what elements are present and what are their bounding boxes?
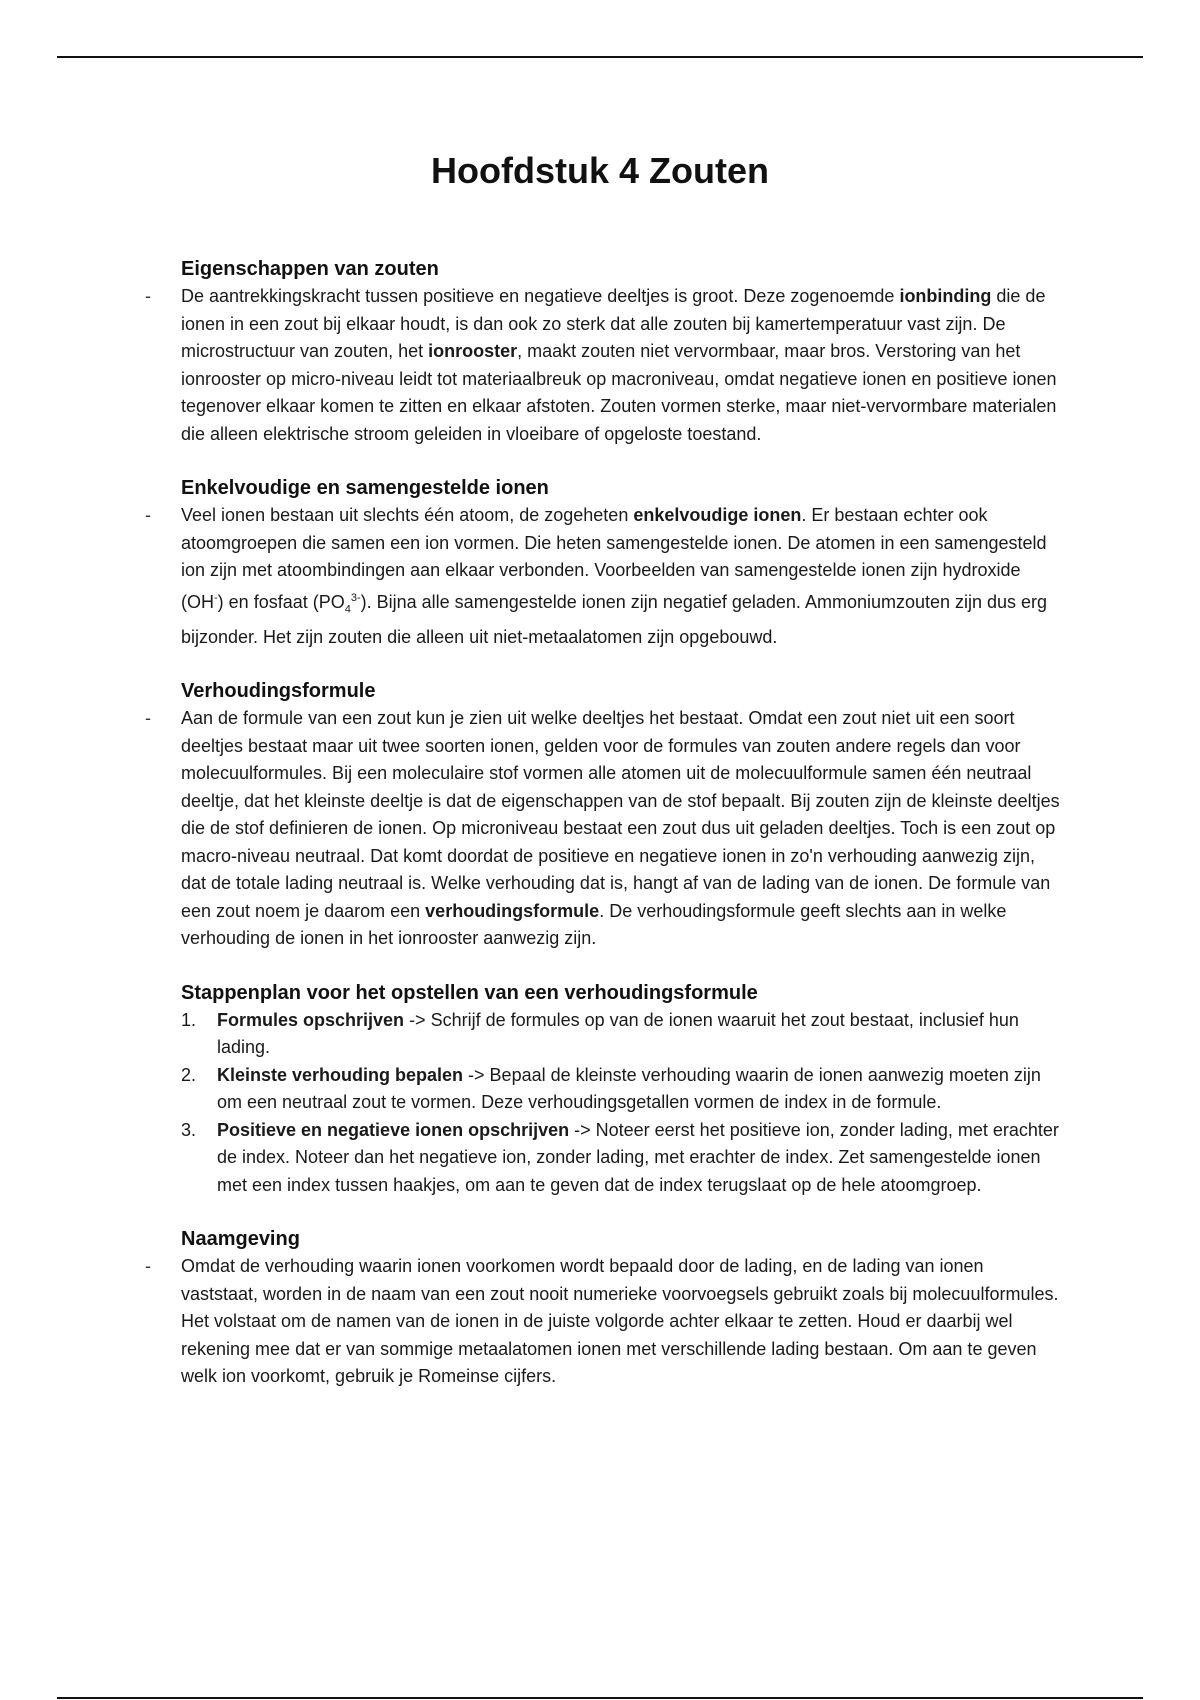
section-verhoudingsformule xyxy=(145,678,1061,953)
paragraph: Aan de formule van een zout kun je zien uit welke deeltjes het bestaat. Omdat een zout niet uit een soort deeltjes bestaat maar uit twee soorten ionen, gelden voor de formules van zouten andere regels dan voor molecuulformules. Bij een moleculaire stof vormen alle atomen uit de molecuulformule samen één neutraal deeltje, dat het kleinste deeltje is dat de eigenschappen van de stof bepaalt. Bij zouten zijn de kleinste deeltjes die de stof definieren de ionen. Op microniveau bestaat een zout dus uit geladen deeltjes. Toch is een zout op macro-niveau neutraal. Dat komt doordat de positieve en negatieve ionen in zo'n verhouding aanwezig zijn, dat de totale lading neutraal is. Welke verhouding dat is, hangt af van de lading van de ionen. De formule van een zout noem je daarom een verhoudingsformule. De verhoudingsformule geeft slechts aan in welke verhouding de ionen in het ionrooster aanwezig zijn. xyxy=(181,708,1060,949)
bottom-rule xyxy=(57,1697,1143,1699)
bullet-item xyxy=(145,705,1061,953)
term-ionbinding: ionbinding xyxy=(899,286,992,306)
list-item xyxy=(181,1117,1061,1200)
section-eigenschappen xyxy=(145,256,1061,448)
bullet-dash: - xyxy=(145,708,151,729)
section-stappenplan xyxy=(181,980,1061,1200)
term-enkelvoudige-ionen: enkelvoudige ionen xyxy=(633,505,802,525)
step-text: -> Noteer eerst het positieve ion, zonder lading, met erachter de index. Noteer dan het negatieve ion, zonder lading, met erachter de index. Zet samengestelde ionen met een index tussen haakjes, om aan te geven dat de index terugslaat op de hele atoomgroep. xyxy=(217,1119,1059,1195)
bullet-item xyxy=(145,502,1061,651)
section-heading: Verhoudingsformule xyxy=(181,680,376,703)
bullet-dash: - xyxy=(145,286,151,306)
list-number: 1. xyxy=(181,1009,197,1030)
paragraph: Omdat de verhouding waarin ionen voorkomen wordt bepaald door de lading, en de lading van ionen vaststaat, worden in de naam van een zout nooit numerieke voorvoegsels gebruikt zoals bij molecuulformules. Het volstaat om de namen van de ionen in de juiste volgorde achter elkaar te zetten. Houd er daarbij wel rekening mee dat er van sommige metaalatomen ionen met verschillende lading bestaan. Om aan te geven welk ion voorkomt, gebruik je Romeinse cijfers. xyxy=(181,1256,1059,1387)
bullet-dash: - xyxy=(145,1256,151,1277)
paragraph: Veel ionen bestaan uit slechts één atoom, de zogeheten enkelvoudige ionen. Er bestaan echter ook atoomgroepen die samen een ion vormen. Die heten samengestelde ionen. De atomen in een samengesteld ion zijn met atoombindingen aan elkaar verbonden. Voorbeelden van samengestelde ionen zijn hydroxide (OH-) en fosfaat $(PO_4^{3-})$. Bijna alle samengestelde ionen zijn negatief geladen. Ammoniumzouten zijn dus erg bijzonder. Het zijn zouten die alleen uit niet-metaalatomen zijn opgebouwd. xyxy=(181,505,1048,647)
bullet-item xyxy=(145,1253,1061,1391)
index-subscript: 4 xyxy=(344,603,351,616)
section-heading: Naamgeving xyxy=(181,1228,300,1251)
term-ionrooster: ionrooster xyxy=(428,341,518,361)
bullet-dash: - xyxy=(145,505,151,525)
bullet-item xyxy=(145,283,1061,448)
section-naamgeving xyxy=(145,1226,1061,1391)
term-verhoudingsformule: verhoudingsformule xyxy=(425,900,600,921)
section-heading: Enkelvoudige en samengestelde ionen xyxy=(181,477,549,499)
step-text: -> Bepaal de kleinste verhouding waarin de ionen aanwezig moeten zijn om een neutraal zout te vormen. Deze verhoudingsgetallen vormen de index in de formule. xyxy=(217,1064,1041,1113)
step-title: Positieve en negatieve ionen opschrijven xyxy=(217,1119,570,1140)
document-body xyxy=(145,256,1061,1418)
step-title: Formules opschrijven xyxy=(217,1009,405,1030)
section-heading: Eigenschappen van zouten xyxy=(181,258,439,280)
list-item xyxy=(181,1062,1061,1117)
step-text: -> Schrijf de formules op van de ionen waaruit het zout bestaat, inclusief hun lading. xyxy=(217,1009,1019,1058)
list-number: 3. xyxy=(181,1119,197,1140)
list-number: 2. xyxy=(181,1064,197,1085)
section-heading: Stappenplan voor het opstellen van een verhoudingsformule xyxy=(181,981,758,1004)
list-item xyxy=(181,1007,1061,1062)
numbered-list xyxy=(181,1007,1061,1200)
top-rule xyxy=(57,56,1143,58)
step-title: Kleinste verhouding bepalen xyxy=(217,1064,464,1085)
section-enkelvoudige-samengestelde xyxy=(145,475,1061,651)
page-title: Hoofdstuk 4 Zouten xyxy=(431,150,769,191)
paragraph: De aantrekkingskracht tussen positieve en negatieve deeltjes is groot. Deze zogenoemde ionbinding die de ionen in een zout bij elkaar houdt, is dan ook zo sterk dat alle zouten bij kamertemperatuur vast zijn. De microstructuur van zouten, het ionrooster, maakt zouten niet vervormbaar, maar bros. Verstoring van het ionrooster op micro-niveau leidt tot materiaalbreuk op macroniveau, omdat negatieve ionen en positieve ionen tegenover elkaar komen te zitten en elkaar afstoten. Zouten vormen sterke, maar niet-vervormbare materialen die alleen elektrische stroom geleiden in vloeibare of opgeloste toestand. xyxy=(181,286,1057,444)
charge-superscript: - xyxy=(214,591,218,604)
charge-superscript: 3- xyxy=(350,591,361,604)
